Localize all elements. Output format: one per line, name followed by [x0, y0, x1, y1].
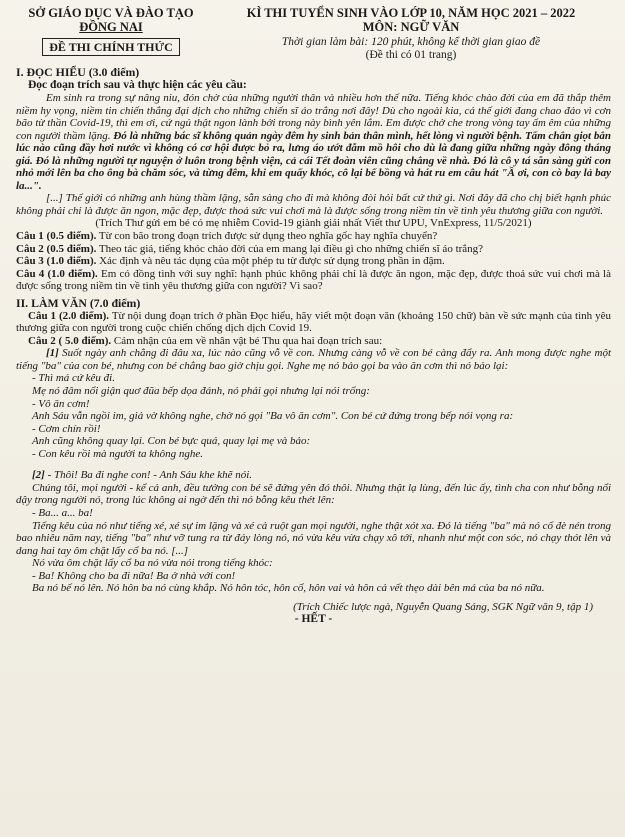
excerpt-1-line: - Vô ăn cơm!: [32, 397, 90, 410]
question-2: Câu 2 (0.5 điểm). Theo tác giả, tiếng khóc chào đời của em mang lại điều gì cho những chiến sĩ áo trắng?: [16, 242, 484, 255]
passage-source: (Trích Thư gửi em bé có mẹ nhiễm Covid-19 giành giải nhất Viết thư UPU, VnExpress, 11/5/2021): [95, 217, 532, 230]
question-4: Câu 4 (1.0 điểm). Em có đồng tình với suy nghĩ: hạnh phúc không phải chỉ là được ăn ngon, mặc đẹp, được thoả sức vui chơi mà là được sống trong niềm tin về tình yêu thương giữa con người? Vì sao?: [16, 267, 611, 293]
excerpt-1-line: - Con kêu rồi mà người ta không nghe.: [32, 447, 204, 460]
excerpt-1-intro: [1] Suốt ngày anh chẳng đi đâu xa, lúc nào cũng vỗ về con. Nhưng càng vỗ về con bé càng đẩy ra. Anh mong được nghe một tiếng "ba" của con bé, nhưng con bé chẳng bao giờ chịu gọi. Nghe mẹ nó bảo gọi ba vào ăn cơm thì nó bảo lại:: [16, 347, 612, 372]
department-name: SỞ GIÁO DỤC VÀ ĐÀO TẠO: [28, 6, 194, 20]
essay-question-1: Câu 1 (2.0 điểm). Từ nội dung đoạn trích ở phần Đọc hiểu, hãy viết một đoạn văn (khoảng 150 chữ) bàn về sức mạnh của tình yêu thương giữa con người trong cuộc chiến chống dịch dịch Covid 19.: [16, 309, 612, 335]
excerpt-2-cry: - Ba! Không cho ba đi nữa! Ba ở nhà với con!: [32, 569, 236, 582]
province-name: ĐỒNG NAI: [79, 20, 143, 34]
official-badge: ĐỀ THI CHÍNH THỨC: [42, 38, 179, 56]
time-limit: Thời gian làm bài: 120 phút, không kể thời gian giao đề: [281, 36, 541, 48]
passage-p1-normal: Em sinh ra trong sự nâng niu, đón chờ của những người thân và nhiều hơn thế nữa. Tiếng khóc chào đời của em đã thắp thêm niềm hy vọng, niềm tin chiến thắng đại dịch cho những chiến sĩ áo trắng nơi đây! Dù cho ngoài kia, cả thế giới đang chao đảo vì cơn bão từ thần Covid-19, thì em ơi, cứ ngủ thật ngon lành bởi trong này bình yên lắm. Em được chở che trong vòng tay ấm êm của những con người thầm lặng.: [16, 92, 611, 142]
exam-title: KÌ THI TUYỂN SINH VÀO LỚP 10, NĂM HỌC 2021 – 2022: [246, 6, 576, 20]
header-right: [211, 6, 611, 62]
excerpt-1-line: Anh cũng không quay lại. Con bé bực quá, quay lại mẹ và bảo:: [32, 435, 311, 448]
excerpt-source: (Trích Chiếc lược ngà, Nguyễn Quang Sáng, SGK Ngữ văn 9, tập 1): [293, 600, 593, 613]
passage-p1-bold: Đó là những bác sĩ không quản ngày đêm hy sinh bản thân mình, hết lòng vì người bệnh. Tấm chắn giọt bắn lúc nào cũng đầy hơi nước vì không có cơ hội được bỏ ra, lưng áo ướt đẫm mồ hôi cho dù là đang giữa những ngày đông tháng giá. Đó là những người tự nguyện ở luôn trong bệnh viện, cả cái Tết đoàn viên cũng chẳng về nhà. Đó là cô y tá sẵn sàng gửi con nhỏ mới lên ba cho ông bà chăm sóc, và từng đêm, khi em quấy khóc, cô lại bế bồng và hát ru em câu hát "Ầ ơi, con cò bay lả bay la...".: [16, 129, 611, 192]
excerpt-1-line: Mẹ nó đâm nổi giận quơ đũa bếp dọa đánh, nó phải gọi nhưng lại nói trổng:: [32, 385, 370, 398]
part1-instruction: Đọc đoạn trích sau và thực hiện các yêu cầu:: [28, 79, 247, 91]
excerpt-2-para: Tiếng kêu của nó như tiếng xé, xé sự im lặng và xé cả ruột gan mọi người, nghe thật xót xa. Đó là tiếng "ba" mà nó cố đè nén trong bao nhiêu năm nay, tiếng "ba" như vỡ tung ra từ đáy lòng nó, nó vừa kêu vừa chạy xô tới, nhanh như một con sóc, nó chạy thót lên và dang hai tay ôm chặt lấy cổ ba nó. [...]: [16, 519, 611, 557]
question-1: Câu 1 (0.5 điểm). Từ con bão trong đoạn trích được sử dụng theo nghĩa gốc hay nghĩa chuyển?: [16, 230, 438, 243]
excerpt-2-para: Ba nó bế nó lên. Nó hôn ba nó cùng khắp. Nó hôn tóc, hôn cổ, hôn vai và hôn cả vết thẹo dài bên má của ba nó nữa.: [32, 582, 545, 595]
excerpt-1-line: Anh Sáu vẫn ngồi im, giả vờ không nghe, chờ nó gọi "Ba vô ăn cơm". Con bé cứ đứng trong bếp nói vọng ra:: [32, 410, 514, 423]
excerpt-2-first: [2] - Thôi! Ba đi nghe con! - Anh Sáu khe khẽ nói.: [32, 469, 253, 482]
reading-passage: [16, 92, 611, 217]
excerpt-1-line: - Cơm chín rồi!: [32, 422, 101, 435]
essay-question-2: Câu 2 ( 5.0 điểm). Cảm nhận của em về nhân vật bé Thu qua hai đoạn trích sau:: [28, 334, 383, 347]
excerpt-1-line: - Thì má cứ kêu đi.: [32, 372, 115, 385]
excerpt-2-para: Nó vừa ôm chặt lấy cổ ba nó vừa nói trong tiếng khóc:: [32, 557, 273, 570]
excerpt-2-para: Chúng tôi, mọi người - kể cả anh, đều tưởng con bé sẽ đứng yên đó thôi. Nhưng thật lạ lùng, đến lúc ấy, tình cha con như bỗng nổi dậy trong người nó, trong lúc không ai ngờ đến thì nó bỗng kêu thét lên:: [16, 481, 611, 507]
end-mark: - HẾT -: [294, 613, 333, 626]
header-left: [16, 6, 206, 56]
page-count: (Đề thi có 01 trang): [365, 49, 457, 61]
part1-title: I. ĐỌC HIỂU (3.0 điểm): [16, 65, 140, 79]
passage-p2: [...] Thế giới có những anh hùng thầm lặng, sẵn sàng cho đi mà không đòi hỏi bất cứ thứ gì. Nơi đây đã cho chị biết hạnh phúc không phải chỉ là được ăn ngon, mặc đẹp, được thoả sức vui chơi mà là được sống trong niềm tin về tình yêu thương giữa con người.: [16, 192, 611, 217]
question-3: Câu 3 (1.0 điểm). Xác định và nêu tác dụng của một phép tu từ được sử dụng trong phần in đậm.: [16, 255, 445, 268]
subject: MÔN: NGỮ VĂN: [362, 20, 460, 34]
excerpt-2-shout: - Ba... a... ba!: [32, 506, 93, 519]
exam-header: [16, 6, 611, 62]
part2-title: II. LÀM VĂN (7.0 điểm): [16, 295, 141, 310]
